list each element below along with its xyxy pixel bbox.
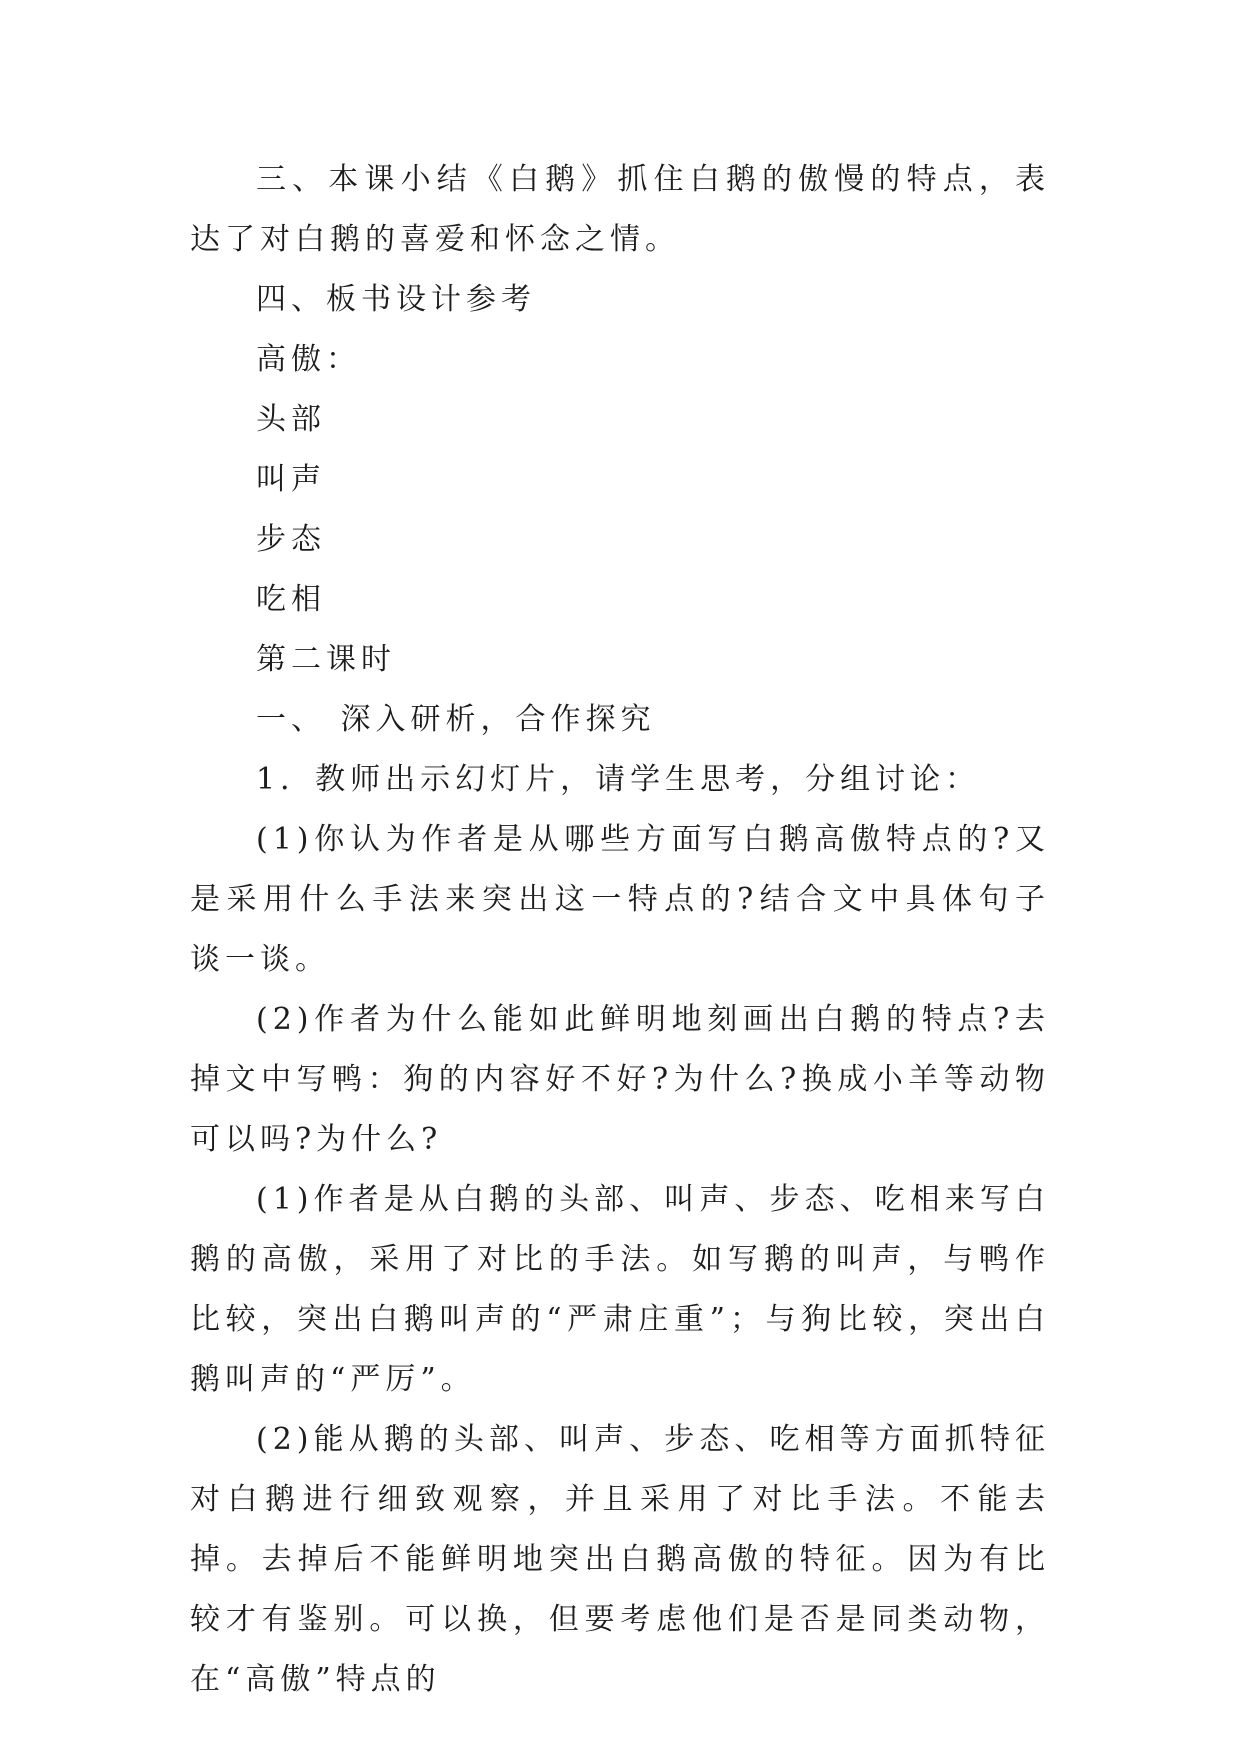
paragraph-item-one: 1．教师出示幻灯片，请学生思考，分组讨论： xyxy=(256,762,981,797)
paragraph-board-design: 四、板书设计参考 xyxy=(256,282,536,317)
paragraph-answer-2: (2)能从鹅的头部、叫声、步态、吃相等方面抓特征对白鹅进行细致观察，并且采用了对比手法。不能去掉。去掉后不能鲜明地突出白鹅高傲的特征。因为有比较才有鉴别。可以换，但要考虑他们是否是同类动物，在“高傲”特点的 xyxy=(190,1422,1050,1697)
paragraph-gait: 步态 xyxy=(256,522,326,557)
paragraph-section-one: 一、 深入研析，合作探究 xyxy=(256,702,656,737)
document-page xyxy=(190,150,1050,1710)
paragraph-summary: 三、本课小结《白鹅》抓住白鹅的傲慢的特点，表达了对白鹅的喜爱和怀念之情。 xyxy=(190,162,1050,257)
paragraph-voice: 叫声 xyxy=(256,462,326,497)
paragraph-pride: 高傲： xyxy=(256,342,361,377)
paragraph-second-lesson: 第二课时 xyxy=(256,642,396,677)
paragraph-answer-1: (1)作者是从白鹅的头部、叫声、步态、吃相来写白鹅的高傲，采用了对比的手法。如写鹅的叫声，与鸭作比较，突出白鹅叫声的“严肃庄重”；与狗比较，突出白鹅叫声的“严厉”。 xyxy=(190,1182,1050,1397)
paragraph-eating: 吃相 xyxy=(256,582,326,617)
paragraph-head: 头部 xyxy=(256,402,326,437)
paragraph-question-2: (2)作者为什么能如此鲜明地刻画出白鹅的特点?去掉文中写鸭：狗的内容好不好?为什么?换成小羊等动物可以吗?为什么? xyxy=(190,1002,1050,1157)
paragraph-question-1: (1)你认为作者是从哪些方面写白鹅高傲特点的?又是采用什么手法来突出这一特点的?结合文中具体句子谈一谈。 xyxy=(190,822,1050,977)
